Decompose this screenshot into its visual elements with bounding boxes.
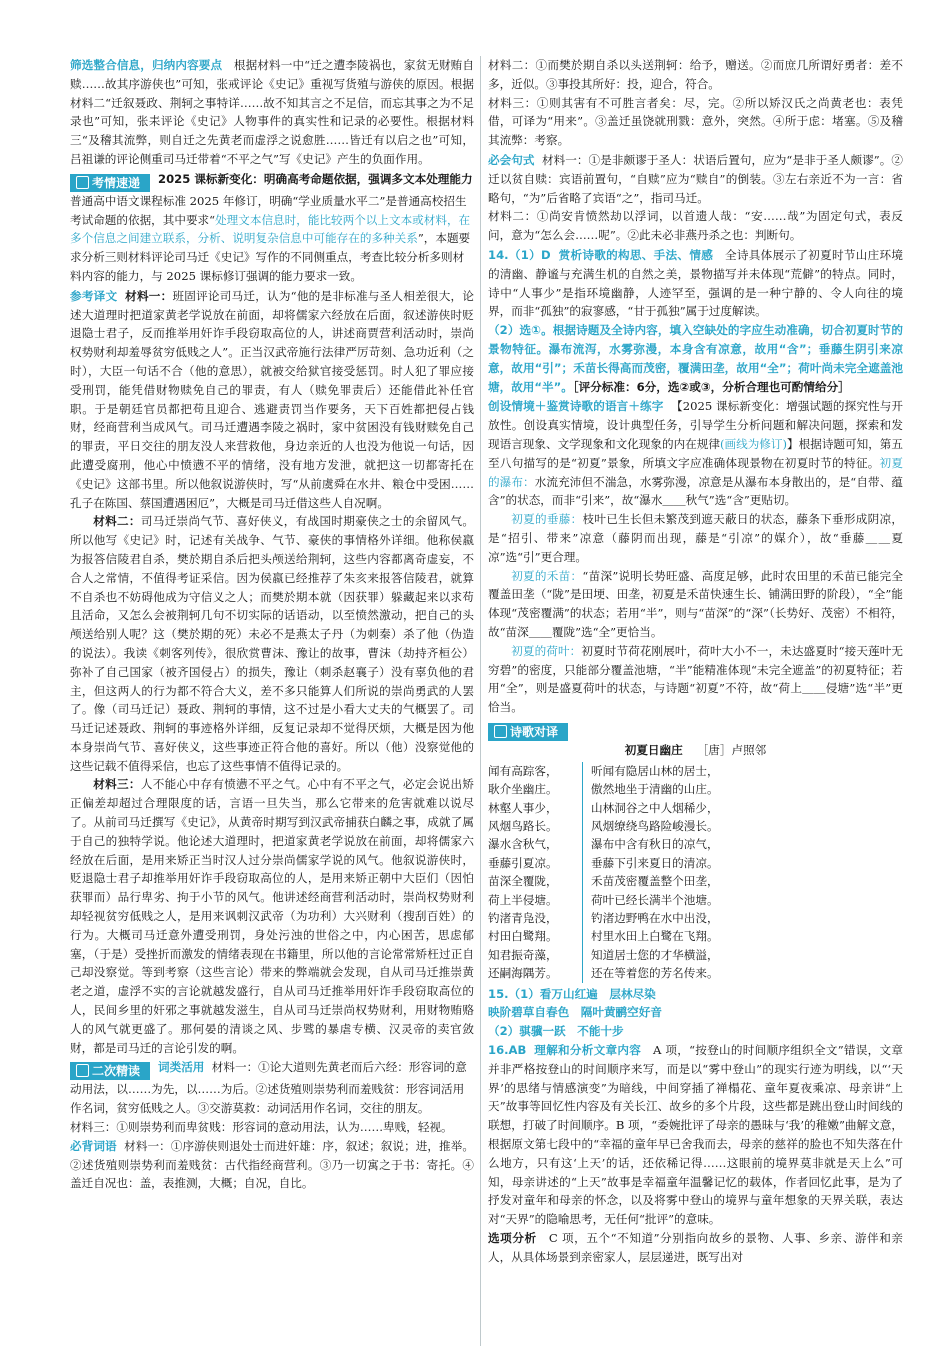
word-class-m3: 材料三：①则崇势利而卑贫贱：形容词的意动用法，认为……卑贱，轻视。 [70, 1120, 453, 1135]
q14-answer: 14.（1）D 赏析诗歌的构思、手法、情感 全诗具体展示了初夏时节山庄环境的清幽、静谧与充满生机的自然之美，景物描写并未体现“荒僻”的特点。同时，诗中“人事少”是指环境幽静，人迹罕至，强调的是一种宁静的、令人向往的境界，而非“孤独”的寂寥感，“甘于孤独”属于过度解读。 [488, 247, 903, 319]
sentence-patterns-m1: 必会句式 材料一：①是非颇谬于圣人：状语后置句，应为“是非于圣人颇谬”。②迁以贫自赎：宾语前置句，“自赎”应为“赎自”的倒装。③左右亲近不为一言：省略句，“为”后省略了宾语“之”，指司马迁。 [488, 152, 903, 205]
tag-word-class: 词类活用 [158, 1060, 205, 1075]
q15-2: （2）骐骥一跃 不能十步 [488, 1024, 624, 1039]
exam-trend-section: 考情速递 2025 课标新变化：明确高考命题依据，强调多文本处理能力 普通高中语文课程标准 2025 年修订，明确“学业质量水平二”是普通高校招生考试命题的依据，其中要求“处理文本信息时，能比较两个以上文本或材料，在多个信息之间建立联系，分析、说明复杂信息中可能存在的多种关系”，本题要求分析三则材料评论司马迁《史记》写作的不同侧重点，考查比较分析多则材料内容的能力，与 2025 课标修订强调的能力要求一致。 [70, 171, 485, 283]
poem-row [488, 872, 724, 890]
page [70, 56, 905, 1346]
poem-author: ［唐］卢照邻 [696, 742, 767, 757]
scroll-icon [494, 725, 507, 738]
poem-translation-line: 风烟缭绕鸟路险峻漫长。 [591, 818, 719, 833]
poem-row [488, 927, 724, 945]
q15-1b: 映阶碧草自春色 隔叶黄鹂空好音 [488, 1005, 662, 1020]
poem-original-line: 还嗣海隅芳。 [488, 964, 583, 982]
tag-summary: 筛选整合信息，归纳内容要点 [70, 58, 223, 72]
translation-m1: 参考译文 材料一：班固评论司马迁，认为“他的是非标准与圣人相差很大，论述大道理时把道家黄老学说放在前面，却将儒家六经放在后面，叙述游侠时贬退隐士君子，反而推举用奸诈手段窃取高位的人，讲述商贾营利活动时，崇尚权势财利却羞辱贫穷低贱之人”。正当汉武帝施行法律严厉苛刻、急功近利（之时），大臣一句话不合（他的意思），就被交给狱官接受惩罚。时人犯了罪应接受刑罚，能凭借财物赎免自己的罪责，有人（赎免罪责后）还能借此补任官职。于是朝廷官员都把苟且迎合、逃避责罚当作要务，天下百姓都把侵占钱财，经商营利当成风气。司马迁遭遇李陵之祸时，家中贫困没有钱财赎免自己的罪责，平日交往的朋友没人来营救他，身边亲近的人也没为他说一句话，因此遭受腐刑，他心中愤懑不平的情绪，没有地方发泄，就把这一切都寄托在《史记》这部书里。所以他叙说游侠时，写“从前虞舜在水井、粮仓中受困……孔子在陈国、蔡国遭遇困厄”，大概是司马迁借这些人自况啊。 [70, 288, 474, 510]
poem-original-line: 村田白鹭翔。 [488, 927, 583, 945]
pen-icon [76, 176, 89, 189]
tag-q16: 理解和分析文章内容 [534, 1042, 642, 1057]
standard-quote: 处理文本信息时，能比较两个以上文本或材料，在多个信息之间建立联系，分析、说明复杂信息中可能存在的多种关系 [70, 212, 471, 246]
tag-q14: 赏析诗歌的构思、手法、情感 [558, 247, 714, 262]
poem-row [488, 817, 724, 835]
poem-translation-line: 还在等着您的芳名传来。 [591, 966, 719, 981]
context-vine: 初夏的垂藤：枝叶已生长但未繁茂到遮天蔽日的状态，藤条下垂形成阴凉，是“招引、带来”凉意（藤阴而出现，藤是“引凉”的媒介），故“垂藤＿＿夏凉”选“引”更合理。 [488, 512, 903, 564]
translation-m2: 材料二：司马迁崇尚气节、喜好侠义，有战国时期豪侠之士的余留风气。所以他写《史记》时，记述有关战争、气节、豪侠的事情格外详细。他称侯嬴为报答信陵君自杀，樊於期自杀后把头颅送给荆轲，这些内容都离奇虚妄，不合人之常情，不值得考证采信。因为侯嬴已经推荐了朱亥来报答信陵君，就算不自杀也不妨碍他成为守信义之人；而樊於期本就（因获罪）躲藏起来以求苟且活命，又怎么会被荆轲几句不切实际的话语动，以至愤然激动，把自己的头颅送给别人呢？这（樊於期的死）未必不是燕太子丹（为刺秦）杀了他（伪造的说法）。我读《刺客列传》，很欣赏曹沫、豫让的故事，曹沫（劫持齐桓公）弥补了自己国家（被齐国侵占）的损失，豫让（刺杀赵襄子）没有辜负他的君主，但这两人的行为都不符合大义，差不多只能算人们所说的崇尚勇武的人罢了。像（司马迁记）聂政、荆轲的事情，这不过是小看大丈夫的气概罢了。司马迁记述聂政、荆轲的事迹格外详细，反复记录却不觉得厌烦，大概是因为他本身崇尚气节、喜好侠义，这些事迹正符合他的喜好。所以（他）没察觉他的这些记载不值得采信，也忘了这些事情不值得记录的。 [70, 514, 474, 773]
must-know-words: 必背词语 材料一：①序游侠则退处士而进奸雄：序，叙述；叙说；进，推举。②述货殖则崇势利而羞贱贫：古代指经商营利。③乃一切寓之于书：寄托。④盖迁自况也：盖，表推测，大概；自况，自比。 [70, 1138, 474, 1191]
poem-original-line: 林壑人事少， [488, 799, 583, 817]
poem-translation-line: 瀑布中含有秋日的凉气， [591, 837, 719, 852]
context-lotus: 初夏的荷叶：初夏时节荷花刚展叶，荷叶大小不一，未达盛夏时“接天莲叶无穷碧”的密度，只能部分覆盖池塘，“半”能精准体现“未完全遮盖”的初夏特征；若用“全”，则是盛夏荷叶的状态，与诗题“初夏”不符，故“荷上＿＿侵塘”选“半”更恰当。 [488, 643, 903, 715]
analysis-text: 根据材料一中“迁之遭李陵祸也，家贫无财贿自赎……故其序游侠也”可知，张戒评论《史记》重视写货殖与游侠的原因。根据材料二“迁叙聂政、荆轲之事特详……故不知其言之不足信，而忘其事之为不足录也”可知，张耒评论《史记》人物事件的真实性和记录的必要性。根据材料三“及稽其流弊，则自迁之先黄老而虚浮之说愈胜……皆迁有以启之也”可知，吕祖谦的评论侧重司马迁带着“不平之气”写《史记》产生的负面作用。 [70, 58, 474, 166]
q16-number: 16.AB [488, 1042, 527, 1057]
banner-exam-trend: 考情速递 [70, 174, 150, 192]
translation-m3: 材料三：人不能心中存有愤懑不平之气。心中有不平之气，必定会说出矫正偏差却超过合理限度的话，言语一旦失当，那么它带来的危害就难以说尽了。从前司马迁撰写《史记》，从黄帝时期写到汉武帝捕获白麟之事，成就了属于自己的独特学说。他论述大道理时，把道家黄老学说放在前面，却将儒家六经放在后面，是用来矫正当时汉人过分崇尚儒家学说的风气。他叙说游侠时，贬退隐士君子却推举用奸诈手段窃取高位的人，是用来矫正朝中大臣们（因怕获罪而）品行卑劣、拘于小节的风气。他讲述经商营利活动时，崇尚权势财利却轻视贫穷低贱之人，是用来讽刺汉武帝（为功利）大兴财利（搜刮百姓）的行为。大概司马迁意外遭受刑罚，身处污浊的世俗之中，内心困苦，思虑郁塞，（于是）受挫折而激发的情绪表现在书籍里，所以他的言论常常矫枉过正自己却没察觉。等到考察（这些言论）带来的弊端就会发现，自从司马迁推崇黄老之道，虚浮不实的言论就越发盛行，自从司马迁推举用奸诈手段窃取高位的人，民间乡里的奸邪之事就越发滋生，自从司马迁崇尚权势财利，用财物贿赂人的风气就更盛了。那何晏的清谈之风、步骘的暴虐专横、汉灵帝的卖官敛财，都是司马迁的言论引发的啊。 [70, 777, 474, 1055]
poem-translation-line: 傲然地坐于清幽的山庄。 [591, 782, 719, 797]
poem-translation-line: 知道居士您的才华横溢， [591, 947, 719, 962]
left-column [70, 56, 485, 1346]
poem-title: 初夏日幽庄 ［唐］卢照邻 [624, 742, 767, 757]
book-icon [76, 1064, 89, 1077]
sentence-patterns-m2: 材料二：①尚安肯愤然劫以浮词，以首遗人哉：“安……哉”为固定句式，表反问，意为“怎么会……呢”。②此未必非燕丹杀之也：判断句。 [488, 209, 903, 243]
poem-row [488, 835, 724, 853]
tag-option-analysis: 选项分析 [488, 1230, 537, 1245]
tag-translation: 参考译文 [70, 288, 118, 303]
tag-sentence-patterns: 必会句式 [488, 152, 535, 167]
poem-row [488, 854, 724, 872]
poem-translation-line: 村里水田上白鹭在飞翔。 [591, 929, 719, 944]
column-divider [480, 56, 481, 1346]
score-standard: ［评分标准：6分，选②或③，分析合理也可酌情给分］ [572, 379, 850, 394]
poem-translation-line: 荷叶已经长满半个池塘。 [591, 892, 719, 907]
poem-original-line: 瀑水含秋气， [488, 835, 583, 853]
poem-row [488, 799, 724, 817]
poem-translation-section [488, 719, 903, 983]
poem-row [488, 946, 724, 964]
poem-row [488, 891, 724, 909]
poem-original-line: 荷上半侵塘。 [488, 891, 583, 909]
context-analysis: 创设情境＋鉴赏诗歌的语言＋练字 【2025 课标新变化：增强试题的探究性与开放性。创设真实情境，设计典型任务，引导学生分析问题和解决问题，探索和发现语言现象、文学现象和文化现象的内在规律(画线为修订)】根据诗题可知，第五至八句描写的是“初夏”景象，所填文字应准确体现景物在初夏时节的特征。初夏的瀑布：水流充沛但不湍急，水雾弥漫，凉意是从瀑布本身散出的，是“自带、蕴含”的状态，而非“引来”，故“瀑水＿＿秋气”选“含”更贴切。 [488, 399, 903, 508]
q15-1: 15.（1）看万山红遍 层林尽染 [488, 986, 656, 1001]
poem-original-line: 耿介坐幽庄。 [488, 780, 583, 798]
poem-original-line: 垂藤引夏凉。 [488, 854, 583, 872]
banner-second-reading: 二次精读 [70, 1062, 150, 1080]
poem-header [488, 719, 903, 741]
trend-heading: 2025 课标新变化：明确高考命题依据，强调多文本处理能力 [158, 171, 473, 186]
answer-analysis-paragraph [70, 56, 474, 169]
context-crops: 初夏的禾苗：“苗深”说明长势旺盛、高度足够，此时农田里的禾苗已能完全覆盖田垄（“陇”是田埂、田垄，初夏是禾苗快速生长、铺满田野的阶段），“全”能体现“茂密覆满”的状态；若用“半”，则与“苗深”的“深”（长势好、茂密）不相符，故“苗深＿＿覆陇”选“全”更恰当。 [488, 568, 903, 639]
poem-translation-line: 垂藤下引来夏日的清凉。 [591, 855, 719, 870]
poem-translation-line: 禾苗茂密覆盖整个田垄， [591, 874, 719, 889]
banner-poem: 诗歌对译 [488, 723, 568, 741]
tag-context: 创设情境＋鉴赏诗歌的语言＋练字 [488, 399, 664, 414]
q14-2-answer: （2）选①。根据诗题及全诗内容，填入空缺处的字应生动准确，切合初夏时节的景物特征。瀑布流泻，水雾弥漫，本身含有凉意，故用“含”；垂藤生阴引来凉意，故用“引”；禾苗长得高而茂密，覆满田垄，故用“全”；荷叶尚未完全遮盖池塘，故用“半”。［评分标准：6分，选②或③，分析合理也可酌情给分］ [488, 323, 903, 394]
poem-row [488, 909, 724, 927]
poem-row [488, 964, 724, 982]
poem-translation-line: 听闻有隐居山林的居士， [591, 763, 719, 778]
poem-translation-line: 山林洞谷之中人烟稀少， [591, 800, 719, 815]
words-m2: 材料二：①而樊於期自杀以头送荆轲：给予，赠送。②而庶几所谓好勇者：差不多，近似。③事投其所好：投，迎合，符合。 [488, 58, 903, 91]
poem-translation-line: 钓渚边野鸭在水中出没， [591, 910, 719, 925]
poem-original-line: 知君振奇藻， [488, 946, 583, 964]
right-column [488, 56, 903, 1346]
tag-must-know: 必背词语 [70, 1138, 117, 1153]
poem-row [488, 780, 724, 798]
poem-original-line: 苗深全覆陇， [488, 872, 583, 890]
q16-answer: 16.AB 理解和分析文章内容 A 项，“按登山的时间顺序组织全文”错误，文章并非严格按登山的时间顺序来写，而是以“雾中登山”的现实行迹为明线，以“‘天界’的思绪与情感演变”为暗线，中间穿插了禅榻花、童年夏夜乘凉、母亲讲“上天”故事等回忆性内容及有关长江、故乡的多个片段，这些都是跳出登山时间线的联想，打破了时间顺序。B 项，“委婉批评了母亲的愚昧与‘我’的稚嫩”曲解文意，根据原文第七段中的“幸福的童年早已舍我而去，母亲的慈祥的脸也不知失落在什么地方，只有这‘上天’的话，还依稀记得……这眼前的境界莫非就是天上么”可知，母亲讲述的“上天”故事是幸福童年温馨记忆的载体，作者回忆此事，是为了抒发对童年和母亲的怀念，以及将雾中登山的境界与童年想象的天界关联，表达对“天界”的隐喻思考，无任何“批评”的意味。 [488, 1042, 904, 1227]
poem-table [488, 762, 724, 983]
words-m3: 材料三：①则其害有不可胜言者矣：尽，完。②所以矫汉氏之尚黄老也：表凭借，可译为“用来”。③盖迁虽饶就刑戮：意外，突然。④所于虑：堵塞。⑤及稽其流弊：考察。 [488, 95, 903, 148]
poem-original-line: 闻有高踪客， [488, 762, 583, 780]
option-analysis: 选项分析 C 项，五个“不知道”分别指向故乡的景物、人事、乡亲、游伴和亲人，从具体场景到亲密家人，层层递进，既写出对 [488, 1230, 903, 1264]
waterfall-label: 初夏的瀑布： [488, 455, 903, 489]
q14-number: 14.（1）D [488, 247, 551, 262]
poem-original-line: 风烟鸟路长。 [488, 817, 583, 835]
poem-row [488, 762, 724, 780]
second-reading-section: 二次精读 词类活用 材料一：①论大道则先黄老而后六经：形容词的意动用法，以……为先，以……为后。②述货殖则崇势利而羞贱贫：形容词活用作名词，贫穷低贱之人。③交游莫救：动词活用作名词，交往的朋友。 [70, 1060, 467, 1116]
poem-original-line: 钓渚青凫没， [488, 909, 583, 927]
